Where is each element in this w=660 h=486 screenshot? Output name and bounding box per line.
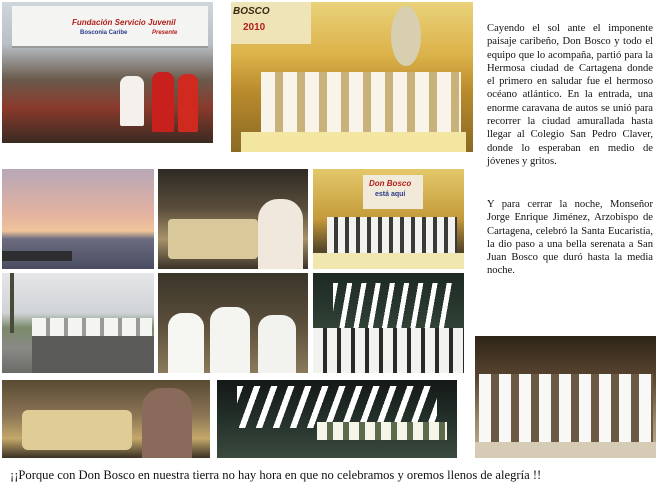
youth-row bbox=[313, 328, 464, 373]
photo-sailors-hall bbox=[475, 336, 656, 458]
paragraph-eucharist: Y para cerrar la noche, Monseñor Jorge Enrique Jiménez, Arzobispo de Cartagena, celebró la Santa Eucaristía, la dio paso a una bella serenata a San Juan Bosco que duró hasta la media noche. bbox=[487, 199, 653, 277]
photo-youth-scarves bbox=[313, 273, 464, 373]
photo-sunset-sea bbox=[2, 169, 154, 269]
cars-row bbox=[32, 318, 152, 336]
person-white-shirt bbox=[120, 76, 144, 126]
banner-line-2: está aquí bbox=[375, 191, 406, 198]
scarves bbox=[333, 283, 453, 333]
palm-tree bbox=[10, 273, 14, 333]
banner-line-1: BOSCO bbox=[233, 6, 270, 17]
photo-white-scarves bbox=[217, 380, 457, 458]
flowers bbox=[313, 253, 464, 269]
person-foreground bbox=[142, 388, 192, 458]
people-row bbox=[327, 217, 457, 253]
nun-3 bbox=[258, 315, 296, 373]
banner-line-3: Presente bbox=[152, 30, 178, 36]
photo-relic-closeup bbox=[2, 380, 210, 458]
relic-urn bbox=[22, 410, 132, 450]
shoreline bbox=[2, 251, 72, 261]
photo-crowd-banner bbox=[2, 2, 213, 143]
sailors-row bbox=[479, 374, 653, 448]
floor bbox=[475, 442, 656, 458]
footer-quote: ¡¡Porque con Don Bosco en nuestra tierra no hay hora en que no celebramos y oremos llenos de alegría !! bbox=[10, 468, 542, 482]
paragraph-arrival: Cayendo el sol ante el imponente paisaje caribeño, Don Bosco y todo el equipo que lo acompaña, partió para la Hermosa ciudad de Cartagena donde el primero en saludar fue el hermoso océano atlántico. En la entrada, una enorme caravana de autos se unió para recorrer la ciudad amurallada hasta llegar al Colegio San Pedro Claver, donde lo esperaban en medio de jóvenes y gritos. bbox=[487, 23, 653, 167]
photo-relic-people bbox=[158, 169, 308, 269]
priests-row bbox=[261, 72, 461, 132]
altar-table bbox=[241, 132, 466, 152]
photo-praying-nuns bbox=[158, 273, 308, 373]
photo-stage-banner bbox=[313, 169, 464, 269]
nun-1 bbox=[168, 313, 204, 373]
road bbox=[32, 336, 154, 373]
person-red-shirt-2 bbox=[178, 74, 198, 132]
nun-2 bbox=[210, 307, 250, 373]
photo-street-caravan bbox=[2, 273, 154, 373]
banner-line-2: Bosconia Caribe bbox=[80, 30, 128, 36]
banner-line-1: Fundación Servicio Juvenil bbox=[72, 18, 176, 27]
person-red-shirt bbox=[152, 72, 174, 132]
banner-line-2: 2010 bbox=[243, 22, 266, 33]
cross-ornament bbox=[391, 6, 421, 66]
person-foreground bbox=[258, 199, 303, 269]
flowers bbox=[317, 422, 447, 440]
relic-urn bbox=[168, 219, 258, 259]
photo-altar-mass bbox=[231, 2, 473, 152]
banner bbox=[12, 6, 208, 48]
banner-line-1: Don Bosco bbox=[369, 179, 412, 188]
